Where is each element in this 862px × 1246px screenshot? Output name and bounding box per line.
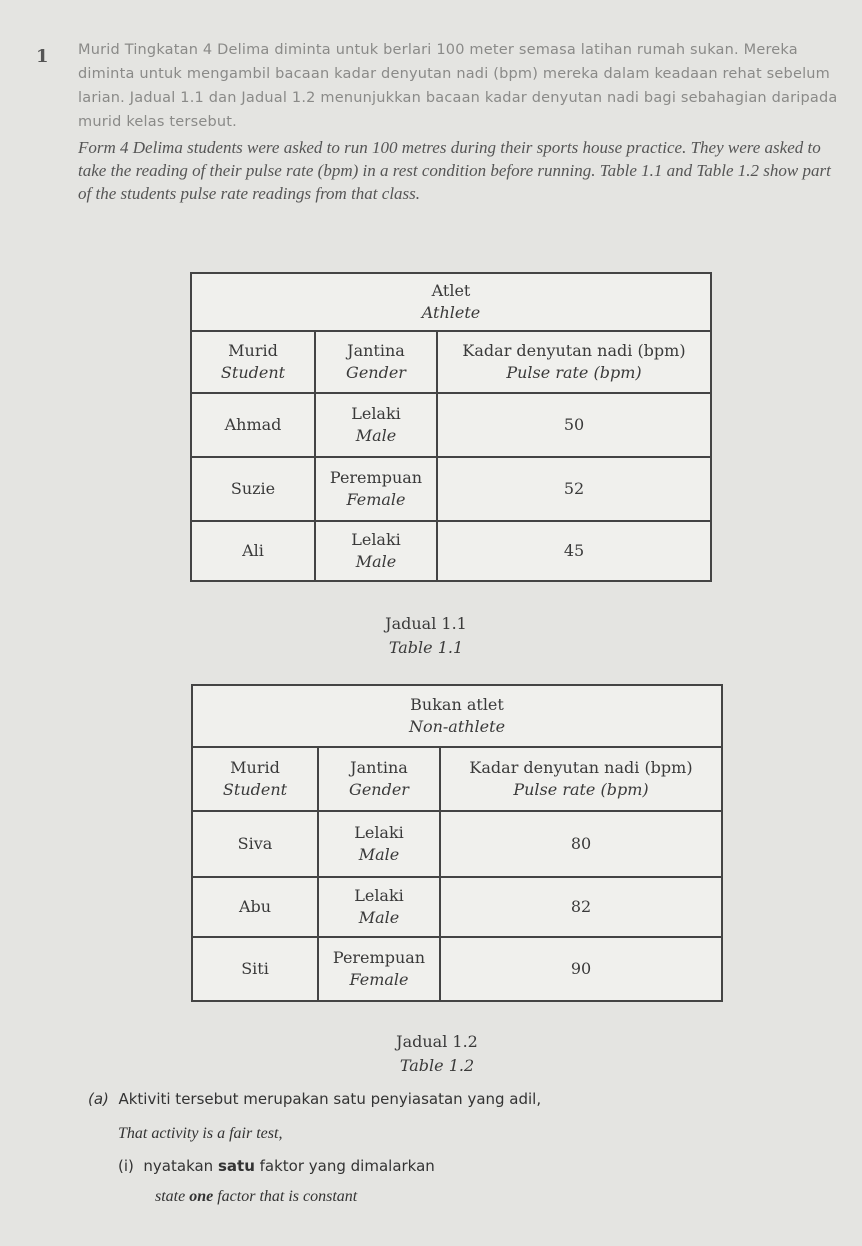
part-a-i-en: state one factor that is constant	[155, 1188, 358, 1205]
intro-malay: Murid Tingkatan 4 Delima diminta untuk berlari 100 meter semasa latihan rumah sukan. Mereka diminta untuk mengambil bacaan kadar denyutan nadi (bpm) mereka dalam keadaan rehat sebelum larian. Jadual 1.1 dan Jadual 1.2 menunjukkan bacaan kadar denyutan nadi bagi sebahagian daripada murid kelas tersebut.	[78, 42, 838, 130]
table2-caption: Jadual 1.2 Table 1.2	[396, 1032, 478, 1075]
non-athlete-table-header: Murid Student Jantina Gender Kadar denyutan nadi (bpm) Pulse rate (bpm)	[192, 747, 722, 811]
non-athlete-table	[191, 684, 723, 1002]
part-a-stem-en: That activity is a fair test,	[118, 1125, 283, 1142]
table-row: Ahmad Lelaki Male 50	[191, 393, 711, 457]
table1-caption: Jadual 1.1 Table 1.1	[385, 614, 467, 657]
non-athlete-table-title: Bukan atlet Non-athlete	[192, 685, 722, 747]
athlete-table-header: Murid Student Jantina Gender Kadar denyutan nadi (bpm) Pulse rate (bpm)	[191, 331, 711, 393]
part-a-stem-bm: (a) Aktiviti tersebut merupakan satu penyiasatan yang adil,	[88, 1090, 542, 1108]
table-row: Siva Lelaki Male 80	[192, 811, 722, 877]
table-row: Suzie Perempuan Female 52	[191, 457, 711, 521]
athlete-table-title: Atlet Athlete	[191, 273, 711, 331]
intro-english: Form 4 Delima students were asked to run 100 metres during their sports house practice. They were asked to take the reading of their pulse rate (bpm) in a rest condition before running. Table 1.1 and Table 1.2 show part of the students pulse rate readings from that class.	[78, 138, 831, 203]
table-row: Ali Lelaki Male 45	[191, 521, 711, 581]
athlete-table	[190, 272, 712, 582]
question-number: 1	[36, 46, 49, 67]
part-a-i-bm: (i) nyatakan satu faktor yang dimalarkan	[118, 1157, 435, 1175]
table-row: Siti Perempuan Female 90	[192, 937, 722, 1001]
table-row: Abu Lelaki Male 82	[192, 877, 722, 937]
